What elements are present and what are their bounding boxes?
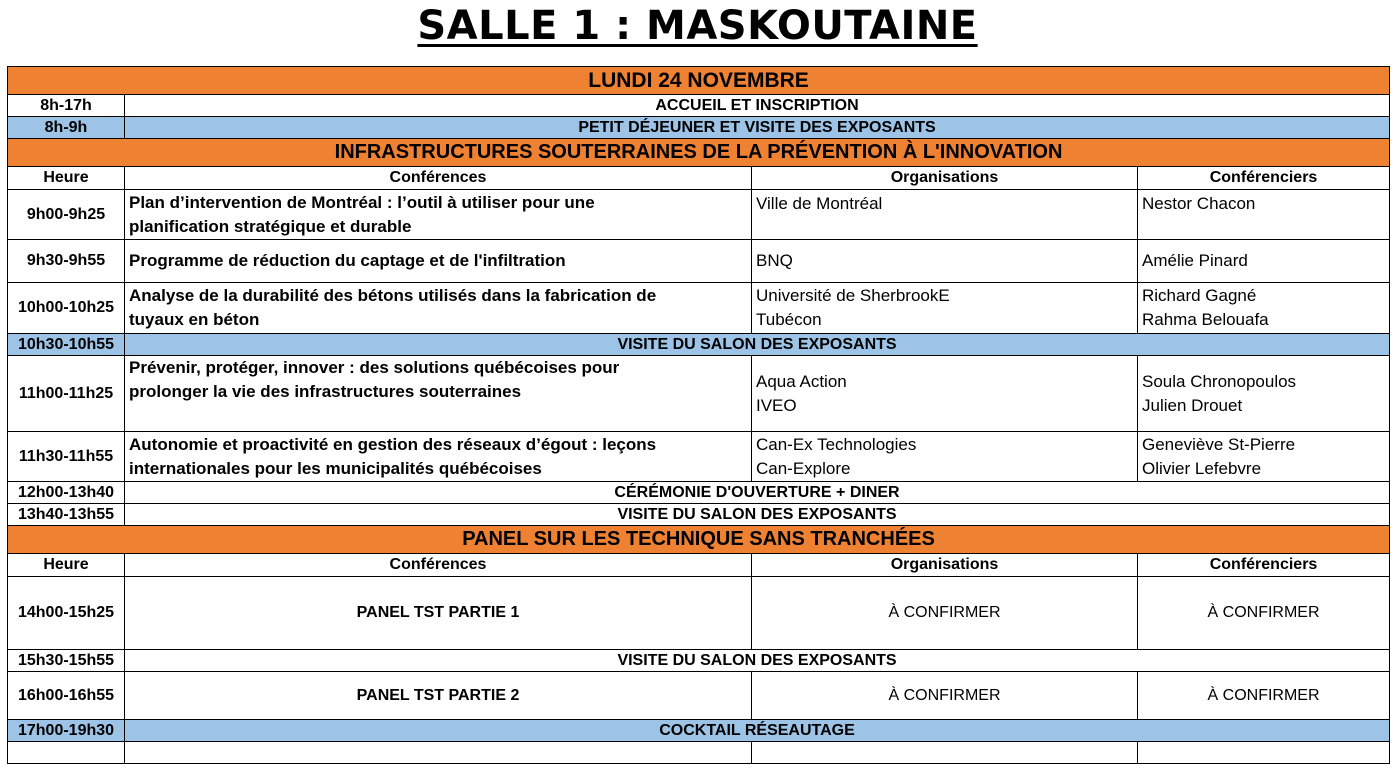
col-header-speakers: Conférenciers <box>1138 554 1390 577</box>
talk-title-line: Prévenir, protéger, innover : des solutions québécoises pour <box>129 358 620 377</box>
event-time: 10h30-10h55 <box>8 334 125 356</box>
talk-time: 11h00-11h25 <box>8 356 125 432</box>
talk-org <box>752 240 1138 283</box>
speaker-name: Olivier Lefebvre <box>1142 458 1262 478</box>
talk-row <box>8 432 1390 482</box>
talk-title: PANEL TST PARTIE 2 <box>125 672 752 720</box>
section-title: PANEL SUR LES TECHNIQUE SANS TRANCHÉES <box>8 526 1390 554</box>
section-header-row <box>8 526 1390 554</box>
talk-title-line: Analyse de la durabilité des bétons utilisés dans la fabrication de <box>129 286 657 305</box>
column-header-row <box>8 554 1390 577</box>
talk-row <box>8 240 1390 283</box>
event-row <box>8 720 1390 742</box>
col-header-organisations: Organisations <box>752 554 1138 577</box>
event-row <box>8 95 1390 117</box>
event-time: 13h40-13h55 <box>8 504 125 526</box>
talk-row <box>8 356 1390 432</box>
talk-org <box>752 190 1138 240</box>
speaker-name: Amélie Pinard <box>1142 251 1248 270</box>
speaker-name: Nestor Chacon <box>1142 194 1256 213</box>
event-time: 8h-9h <box>8 117 125 139</box>
org-name: BNQ <box>756 251 793 270</box>
talk-speaker <box>1138 283 1390 334</box>
talk-title <box>125 432 752 482</box>
speaker-name: Soula Chronopoulos <box>1142 371 1297 391</box>
talk-time: 11h30-11h55 <box>8 432 125 482</box>
speaker-name: Richard Gagné <box>1142 286 1257 305</box>
talk-org: À CONFIRMER <box>752 672 1138 720</box>
talk-time: 16h00-16h55 <box>8 672 125 720</box>
event-row <box>8 650 1390 672</box>
talk-org <box>752 356 1138 432</box>
talk-title <box>125 283 752 334</box>
event-row <box>8 334 1390 356</box>
org-name: Tubécon <box>756 310 822 329</box>
event-label: PETIT DÉJEUNER ET VISITE DES EXPOSANTS <box>125 117 1390 139</box>
talk-title-line: tuyaux en béton <box>129 310 260 329</box>
col-header-conferences: Conférences <box>125 167 752 190</box>
col-header-organisations: Organisations <box>752 167 1138 190</box>
section-title: INFRASTRUCTURES SOUTERRAINES DE LA PRÉVENTION À L'INNOVATION <box>8 139 1390 167</box>
talk-org: À CONFIRMER <box>752 577 1138 650</box>
col-header-time: Heure <box>8 167 125 190</box>
day-header-row <box>8 67 1390 95</box>
talk-speaker: À CONFIRMER <box>1138 672 1390 720</box>
talk-time: 9h00-9h25 <box>8 190 125 240</box>
event-time: 8h-17h <box>8 95 125 117</box>
section-header-row <box>8 139 1390 167</box>
talk-row <box>8 190 1390 240</box>
event-time: 12h00-13h40 <box>8 482 125 504</box>
event-time: 17h00-19h30 <box>8 720 125 742</box>
event-label: CÉRÉMONIE D'OUVERTURE + DINER <box>125 482 1390 504</box>
talk-title-line: Autonomie et proactivité en gestion des réseaux d’égout : leçons <box>129 434 657 454</box>
event-row <box>8 482 1390 504</box>
schedule-table <box>7 66 1390 764</box>
org-name: Can-Ex Technologies <box>756 434 917 454</box>
panel-row <box>8 672 1390 720</box>
day-title: LUNDI 24 NOVEMBRE <box>8 67 1390 95</box>
col-header-time: Heure <box>8 554 125 577</box>
talk-title-line: prolonger la vie des infrastructures souterraines <box>129 382 522 401</box>
event-label: VISITE DU SALON DES EXPOSANTS <box>125 504 1390 526</box>
talk-speaker <box>1138 240 1390 283</box>
talk-title <box>125 190 752 240</box>
event-label: COCKTAIL RÉSEAUTAGE <box>125 720 1390 742</box>
talk-time: 14h00-15h25 <box>8 577 125 650</box>
event-time: 15h30-15h55 <box>8 650 125 672</box>
org-name: Can-Explore <box>756 458 851 478</box>
empty-cell <box>125 742 752 764</box>
talk-speaker: À CONFIRMER <box>1138 577 1390 650</box>
page-title: SALLE 1 : MASKOUTAINE <box>417 3 978 49</box>
org-name: Université de SherbrookE <box>756 286 950 305</box>
talk-org <box>752 432 1138 482</box>
event-label: VISITE DU SALON DES EXPOSANTS <box>125 650 1390 672</box>
column-header-row <box>8 167 1390 190</box>
talk-speaker <box>1138 356 1390 432</box>
event-row <box>8 504 1390 526</box>
talk-title-line: planification stratégique et durable <box>129 216 412 236</box>
talk-row <box>8 283 1390 334</box>
empty-cell <box>1138 742 1390 764</box>
org-name: IVEO <box>756 395 797 415</box>
event-row <box>8 117 1390 139</box>
talk-speaker <box>1138 432 1390 482</box>
talk-time: 9h30-9h55 <box>8 240 125 283</box>
speaker-name: Geneviève St-Pierre <box>1142 434 1296 454</box>
empty-row <box>8 742 1390 764</box>
panel-row <box>8 577 1390 650</box>
talk-title: PANEL TST PARTIE 1 <box>125 577 752 650</box>
empty-cell <box>8 742 125 764</box>
talk-speaker <box>1138 190 1390 240</box>
talk-title <box>125 356 752 432</box>
talk-org <box>752 283 1138 334</box>
col-header-speakers: Conférenciers <box>1138 167 1390 190</box>
empty-cell <box>752 742 1138 764</box>
org-name: Ville de Montréal <box>756 194 883 213</box>
speaker-name: Rahma Belouafa <box>1142 310 1269 329</box>
talk-title <box>125 240 752 283</box>
talk-title-line: Programme de réduction du captage et de l'infiltration <box>129 251 566 270</box>
event-label: ACCUEIL ET INSCRIPTION <box>125 95 1390 117</box>
talk-time: 10h00-10h25 <box>8 283 125 334</box>
org-name: Aqua Action <box>756 371 847 391</box>
talk-title-line: Plan d’intervention de Montréal : l’outil à utiliser pour une <box>129 192 595 212</box>
event-label: VISITE DU SALON DES EXPOSANTS <box>125 334 1390 356</box>
speaker-name: Julien Drouet <box>1142 395 1243 415</box>
talk-title-line: internationales pour les municipalités québécoises <box>129 458 542 478</box>
col-header-conferences: Conférences <box>125 554 752 577</box>
